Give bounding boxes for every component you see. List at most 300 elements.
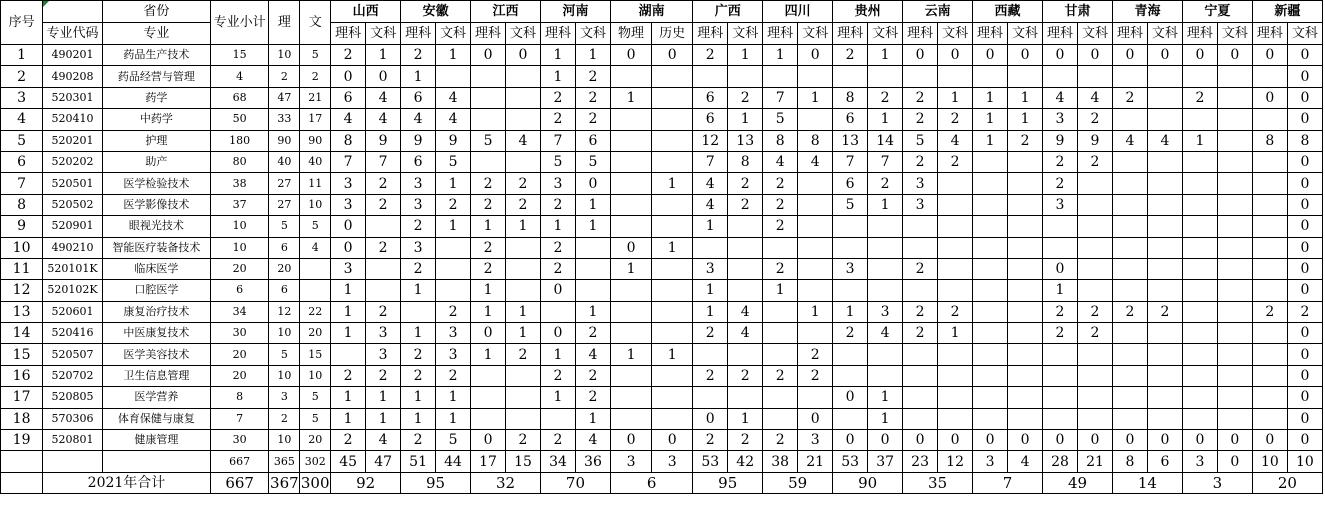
major-code: 520805 xyxy=(43,387,103,408)
total-wen: 302 xyxy=(300,451,331,472)
li-count: 5 xyxy=(269,216,300,237)
major-code: 520502 xyxy=(43,194,103,215)
subject-header: 理科 xyxy=(833,23,868,45)
quota-cell xyxy=(1008,408,1043,429)
quota-cell: 0 xyxy=(331,216,366,237)
quota-cell xyxy=(1077,216,1112,237)
quota-cell xyxy=(1217,87,1252,108)
quota-cell: 0 xyxy=(903,45,938,66)
li-count: 2 xyxy=(269,408,300,429)
quota-cell xyxy=(868,66,903,87)
major-subtotal: 15 xyxy=(210,45,269,66)
quota-cell xyxy=(1112,173,1147,194)
province-year-total: 7 xyxy=(973,472,1043,493)
major-subtotal: 30 xyxy=(210,323,269,344)
quota-cell xyxy=(610,66,651,87)
wen-count: 10 xyxy=(300,365,331,386)
quota-cell xyxy=(652,408,693,429)
row-number: 16 xyxy=(1,365,43,386)
quota-cell: 0 xyxy=(1043,430,1078,451)
quota-cell xyxy=(868,258,903,279)
quota-cell: 2 xyxy=(1287,301,1322,322)
quota-cell: 1 xyxy=(1182,130,1217,151)
major-subtotal: 20 xyxy=(210,258,269,279)
quota-cell: 0 xyxy=(1043,258,1078,279)
quota-cell xyxy=(1147,408,1182,429)
quota-cell: 1 xyxy=(610,344,651,365)
province-year-total: 6 xyxy=(610,472,692,493)
quota-cell: 1 xyxy=(728,45,763,66)
quota-cell: 2 xyxy=(1077,323,1112,344)
subject-header: 理科 xyxy=(401,23,436,45)
quota-cell: 5 xyxy=(541,151,576,172)
major-name: 中医康复技术 xyxy=(102,323,210,344)
province-year-total: 35 xyxy=(903,472,973,493)
quota-cell: 4 xyxy=(693,173,728,194)
total-cell: 53 xyxy=(693,451,728,472)
quota-cell xyxy=(868,237,903,258)
quota-cell xyxy=(693,344,728,365)
province-header: 安徽 xyxy=(401,1,471,23)
major-subtotal: 34 xyxy=(210,301,269,322)
quota-cell: 0 xyxy=(1217,430,1252,451)
quota-cell xyxy=(1252,365,1287,386)
quota-cell: 9 xyxy=(366,130,401,151)
total-cell: 38 xyxy=(763,451,798,472)
quota-cell xyxy=(610,365,651,386)
quota-cell: 8 xyxy=(1252,130,1287,151)
quota-cell xyxy=(1182,109,1217,130)
quota-cell xyxy=(833,344,868,365)
quota-cell xyxy=(798,173,833,194)
major-code: 520702 xyxy=(43,365,103,386)
wen-count xyxy=(300,258,331,279)
quota-cell xyxy=(541,408,576,429)
quota-cell: 2 xyxy=(728,87,763,108)
quota-cell xyxy=(903,387,938,408)
quota-cell xyxy=(1043,365,1078,386)
quota-cell: 0 xyxy=(1287,87,1322,108)
quota-cell: 3 xyxy=(903,173,938,194)
quota-cell xyxy=(1008,301,1043,322)
subject-header: 文科 xyxy=(1147,23,1182,45)
major-subtotal: 68 xyxy=(210,87,269,108)
quota-cell: 2 xyxy=(903,87,938,108)
empty-cell xyxy=(102,451,210,472)
province-header: 甘肃 xyxy=(1043,1,1113,23)
quota-cell: 2 xyxy=(938,151,973,172)
quota-cell: 5 xyxy=(436,430,471,451)
quota-cell: 2 xyxy=(763,430,798,451)
quota-cell xyxy=(652,87,693,108)
quota-cell: 3 xyxy=(1043,109,1078,130)
quota-cell xyxy=(436,258,471,279)
total-cell: 3 xyxy=(973,451,1008,472)
quota-cell: 1 xyxy=(331,323,366,344)
major-subtotal: 10 xyxy=(210,237,269,258)
quota-cell: 5 xyxy=(833,194,868,215)
subject-header: 物理 xyxy=(610,23,651,45)
quota-cell xyxy=(1147,280,1182,301)
quota-cell xyxy=(938,408,973,429)
quota-cell xyxy=(973,387,1008,408)
quota-cell: 2 xyxy=(436,194,471,215)
quota-cell: 2 xyxy=(331,430,366,451)
total-cell: 37 xyxy=(868,451,903,472)
quota-cell: 2 xyxy=(833,45,868,66)
major-name: 卫生信息管理 xyxy=(102,365,210,386)
quota-cell: 4 xyxy=(938,130,973,151)
quota-cell: 1 xyxy=(471,301,506,322)
row-number: 7 xyxy=(1,173,43,194)
quota-cell: 2 xyxy=(833,323,868,344)
quota-cell: 3 xyxy=(1043,194,1078,215)
quota-cell xyxy=(728,66,763,87)
quota-cell: 3 xyxy=(366,344,401,365)
quota-cell xyxy=(1077,237,1112,258)
quota-cell: 2 xyxy=(798,365,833,386)
quota-cell xyxy=(798,216,833,237)
quota-cell xyxy=(1008,216,1043,237)
quota-cell: 2 xyxy=(868,87,903,108)
row-number: 14 xyxy=(1,323,43,344)
quota-cell xyxy=(1008,151,1043,172)
table-row xyxy=(1,301,1323,322)
province-year-total: 90 xyxy=(833,472,903,493)
quota-cell: 2 xyxy=(575,109,610,130)
year-total-li: 367 xyxy=(270,474,299,492)
quota-cell: 0 xyxy=(798,408,833,429)
wen-count: 4 xyxy=(300,237,331,258)
quota-cell xyxy=(1217,66,1252,87)
quota-cell xyxy=(1112,323,1147,344)
quota-cell: 3 xyxy=(868,301,903,322)
row-number: 8 xyxy=(1,194,43,215)
quota-cell xyxy=(973,216,1008,237)
quota-cell: 1 xyxy=(973,87,1008,108)
quota-cell: 0 xyxy=(938,430,973,451)
quota-cell xyxy=(693,66,728,87)
quota-cell: 2 xyxy=(541,87,576,108)
quota-cell: 0 xyxy=(541,323,576,344)
province-header: 广西 xyxy=(693,1,763,23)
quota-cell xyxy=(728,237,763,258)
quota-cell: 4 xyxy=(763,151,798,172)
total-li: 365 xyxy=(269,451,300,472)
quota-cell: 1 xyxy=(868,194,903,215)
total-cell: 3 xyxy=(1182,451,1217,472)
li-count: 20 xyxy=(269,258,300,279)
totals-row xyxy=(1,451,1323,472)
quota-cell: 0 xyxy=(1287,365,1322,386)
major-name: 护理 xyxy=(102,130,210,151)
quota-cell: 2 xyxy=(541,430,576,451)
quota-cell xyxy=(833,408,868,429)
quota-cell: 1 xyxy=(868,408,903,429)
quota-cell xyxy=(1112,408,1147,429)
quota-cell: 2 xyxy=(763,365,798,386)
quota-cell xyxy=(652,109,693,130)
quota-cell: 0 xyxy=(1147,430,1182,451)
quota-cell xyxy=(798,109,833,130)
quota-cell: 2 xyxy=(575,66,610,87)
quota-cell: 0 xyxy=(1008,430,1043,451)
empty-cell xyxy=(1,451,43,472)
quota-cell: 1 xyxy=(366,387,401,408)
table-row xyxy=(1,387,1323,408)
quota-cell: 2 xyxy=(366,194,401,215)
quota-cell: 8 xyxy=(1287,130,1322,151)
quota-cell: 8 xyxy=(798,130,833,151)
quota-cell: 0 xyxy=(1287,66,1322,87)
quota-cell xyxy=(1112,216,1147,237)
quota-cell xyxy=(1043,216,1078,237)
total-cell: 21 xyxy=(1077,451,1112,472)
quota-cell: 3 xyxy=(401,237,436,258)
total-cell: 42 xyxy=(728,451,763,472)
quota-cell xyxy=(610,216,651,237)
quota-cell xyxy=(506,387,541,408)
major-code: 490201 xyxy=(43,45,103,66)
quota-cell: 2 xyxy=(763,173,798,194)
quota-cell xyxy=(1147,365,1182,386)
quota-cell: 4 xyxy=(401,109,436,130)
major-code: 570306 xyxy=(43,408,103,429)
province-year-total: 92 xyxy=(331,472,401,493)
quota-cell xyxy=(763,408,798,429)
quota-cell xyxy=(1252,194,1287,215)
quota-cell: 3 xyxy=(903,194,938,215)
quota-cell xyxy=(1147,237,1182,258)
quota-cell xyxy=(1182,280,1217,301)
table-row xyxy=(1,344,1323,365)
quota-cell xyxy=(693,237,728,258)
quota-cell: 7 xyxy=(366,151,401,172)
quota-cell xyxy=(1182,151,1217,172)
quota-cell: 3 xyxy=(401,173,436,194)
quota-cell: 2 xyxy=(1077,151,1112,172)
quota-cell: 2 xyxy=(693,430,728,451)
quota-cell xyxy=(1182,344,1217,365)
quota-cell: 12 xyxy=(693,130,728,151)
quota-cell xyxy=(798,387,833,408)
quota-cell xyxy=(763,323,798,344)
quota-cell xyxy=(1008,237,1043,258)
subject-header: 理科 xyxy=(471,23,506,45)
quota-cell xyxy=(903,66,938,87)
quota-cell: 2 xyxy=(728,365,763,386)
subject-header: 文科 xyxy=(366,23,401,45)
quota-cell xyxy=(1077,344,1112,365)
quota-cell: 1 xyxy=(331,280,366,301)
quota-cell: 6 xyxy=(331,87,366,108)
quota-cell: 2 xyxy=(506,194,541,215)
quota-cell: 1 xyxy=(541,387,576,408)
quota-cell xyxy=(1182,323,1217,344)
year-total-label: 2021年合计 xyxy=(43,472,211,493)
quota-cell xyxy=(1112,194,1147,215)
quota-cell xyxy=(1182,408,1217,429)
quota-cell: 2 xyxy=(868,173,903,194)
quota-cell xyxy=(1043,237,1078,258)
subject-header: 文科 xyxy=(506,23,541,45)
quota-cell: 1 xyxy=(868,45,903,66)
total-cell: 34 xyxy=(541,451,576,472)
quota-cell xyxy=(833,365,868,386)
quota-cell xyxy=(1077,194,1112,215)
quota-cell: 0 xyxy=(1252,45,1287,66)
quota-cell xyxy=(868,216,903,237)
quota-cell: 1 xyxy=(973,130,1008,151)
subject-header: 文科 xyxy=(1217,23,1252,45)
li-count: 3 xyxy=(269,387,300,408)
quota-cell xyxy=(506,109,541,130)
quota-cell: 2 xyxy=(903,301,938,322)
quota-cell: 0 xyxy=(1182,45,1217,66)
quota-cell xyxy=(1252,216,1287,237)
quota-cell xyxy=(610,408,651,429)
quota-cell: 4 xyxy=(575,344,610,365)
quota-cell xyxy=(1077,66,1112,87)
quota-cell: 2 xyxy=(903,323,938,344)
quota-cell: 2 xyxy=(938,109,973,130)
quota-cell xyxy=(938,66,973,87)
province-header: 贵州 xyxy=(833,1,903,23)
code-header: 专业代码 xyxy=(43,23,103,45)
major-code: 520102K xyxy=(43,280,103,301)
quota-cell: 1 xyxy=(471,280,506,301)
quota-cell: 2 xyxy=(471,258,506,279)
quota-cell: 2 xyxy=(401,258,436,279)
quota-cell: 2 xyxy=(331,45,366,66)
quota-cell: 2 xyxy=(366,237,401,258)
quota-cell xyxy=(471,365,506,386)
li-count: 2 xyxy=(269,66,300,87)
major-subtotal: 80 xyxy=(210,151,269,172)
quota-cell xyxy=(1252,408,1287,429)
li-count: 5 xyxy=(269,344,300,365)
quota-cell xyxy=(1217,408,1252,429)
quota-cell: 2 xyxy=(763,258,798,279)
quota-cell xyxy=(903,237,938,258)
subject-header: 文科 xyxy=(436,23,471,45)
quota-cell: 4 xyxy=(868,323,903,344)
quota-cell xyxy=(1252,280,1287,301)
quota-cell: 4 xyxy=(1043,87,1078,108)
quota-cell xyxy=(506,151,541,172)
quota-cell: 1 xyxy=(693,280,728,301)
quota-cell xyxy=(798,194,833,215)
quota-cell: 2 xyxy=(506,344,541,365)
quota-cell xyxy=(575,280,610,301)
major-code: 520202 xyxy=(43,151,103,172)
quota-cell: 1 xyxy=(541,216,576,237)
total-cell: 44 xyxy=(436,451,471,472)
quota-cell: 2 xyxy=(401,365,436,386)
province-header: 河南 xyxy=(541,1,611,23)
wen-count: 17 xyxy=(300,109,331,130)
quota-cell: 1 xyxy=(575,45,610,66)
quota-cell xyxy=(763,301,798,322)
major-subtotal: 180 xyxy=(210,130,269,151)
major-code: 520901 xyxy=(43,216,103,237)
quota-cell: 4 xyxy=(693,194,728,215)
quota-cell xyxy=(1008,344,1043,365)
quota-cell: 0 xyxy=(541,280,576,301)
quota-cell xyxy=(728,344,763,365)
quota-cell xyxy=(1252,66,1287,87)
quota-cell: 1 xyxy=(610,87,651,108)
li-count: 6 xyxy=(269,280,300,301)
major-subtotal: 20 xyxy=(210,344,269,365)
quota-cell: 2 xyxy=(693,365,728,386)
quota-cell xyxy=(1008,194,1043,215)
row-number: 17 xyxy=(1,387,43,408)
quota-cell xyxy=(1217,237,1252,258)
quota-cell: 0 xyxy=(652,430,693,451)
quota-cell: 8 xyxy=(728,151,763,172)
major-subtotal: 10 xyxy=(210,216,269,237)
quota-cell xyxy=(1182,387,1217,408)
province-header: 云南 xyxy=(903,1,973,23)
quota-cell: 2 xyxy=(471,173,506,194)
quota-cell xyxy=(610,301,651,322)
quota-cell xyxy=(1217,194,1252,215)
li-count: 90 xyxy=(269,130,300,151)
quota-cell: 0 xyxy=(1112,45,1147,66)
li-count: 33 xyxy=(269,109,300,130)
quota-cell xyxy=(1112,237,1147,258)
quota-cell: 0 xyxy=(471,430,506,451)
quota-cell xyxy=(436,280,471,301)
subject-header: 文科 xyxy=(1008,23,1043,45)
subject-header: 理科 xyxy=(1182,23,1217,45)
subject-header: 文科 xyxy=(1077,23,1112,45)
quota-cell xyxy=(1112,151,1147,172)
total-cell: 15 xyxy=(506,451,541,472)
quota-cell xyxy=(1182,216,1217,237)
major-name: 药品生产技术 xyxy=(102,45,210,66)
empty-cell xyxy=(43,451,103,472)
quota-cell: 1 xyxy=(506,323,541,344)
major-code: 490208 xyxy=(43,66,103,87)
table-row xyxy=(1,66,1323,87)
quota-cell: 1 xyxy=(541,45,576,66)
li-count: 10 xyxy=(269,45,300,66)
subject-header: 理科 xyxy=(1112,23,1147,45)
quota-cell xyxy=(833,280,868,301)
row-number: 11 xyxy=(1,258,43,279)
major-name: 药学 xyxy=(102,87,210,108)
major-name: 口腔医学 xyxy=(102,280,210,301)
wen-count: 5 xyxy=(300,408,331,429)
quota-cell: 0 xyxy=(1287,109,1322,130)
quota-cell: 1 xyxy=(541,344,576,365)
subject-header: 理科 xyxy=(541,23,576,45)
quota-cell xyxy=(798,66,833,87)
quota-cell xyxy=(798,237,833,258)
quota-cell: 8 xyxy=(331,130,366,151)
quota-cell: 0 xyxy=(1287,323,1322,344)
major-name: 医学检验技术 xyxy=(102,173,210,194)
li-count: 27 xyxy=(269,173,300,194)
quota-cell: 2 xyxy=(938,301,973,322)
quota-cell xyxy=(652,194,693,215)
quota-cell xyxy=(506,365,541,386)
quota-cell xyxy=(610,151,651,172)
quota-cell: 1 xyxy=(833,301,868,322)
quota-cell xyxy=(1147,151,1182,172)
